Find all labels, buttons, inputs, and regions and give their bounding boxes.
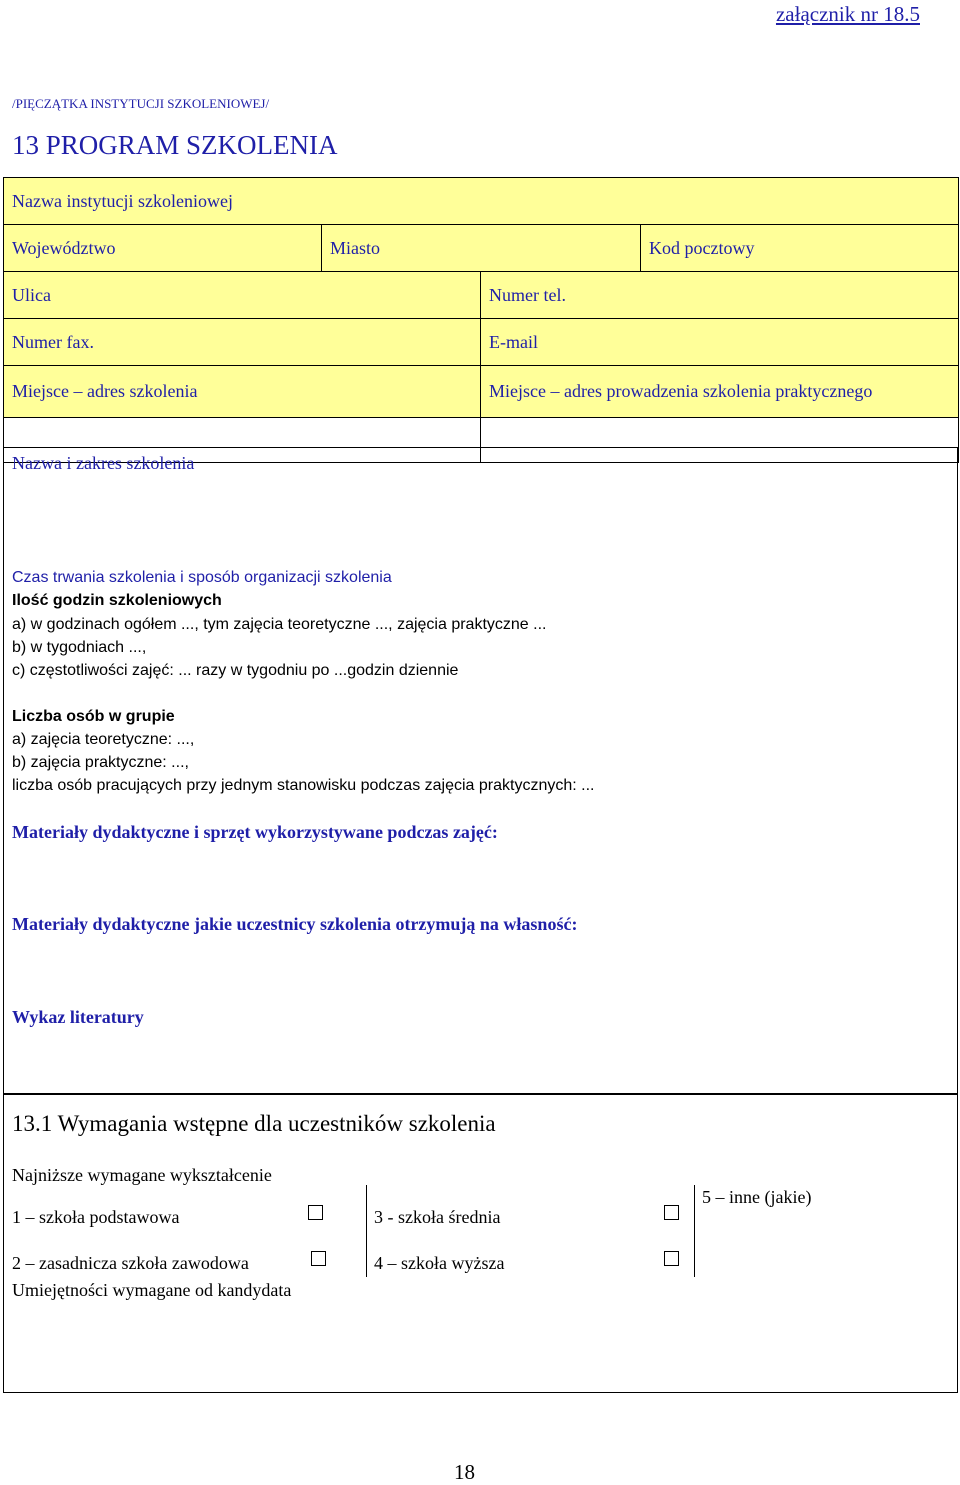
column-divider: [366, 1185, 367, 1277]
option-higher-label: 4 – szkoła wyższa: [374, 1253, 505, 1273]
option-primary-checkbox[interactable]: [308, 1205, 323, 1220]
requirements-box: [3, 1093, 958, 1393]
option-primary-label: 1 – szkoła podstawowa: [12, 1207, 180, 1227]
fax-field[interactable]: Numer fax.: [4, 319, 481, 366]
practical-place-field[interactable]: Miejsce – adres prowadzenia szkolenia praktycznego: [481, 366, 959, 418]
option-other-label: 5 – inne (jakie): [702, 1187, 812, 1207]
city-field[interactable]: Miasto: [322, 225, 641, 272]
group-size-heading: Liczba osób w grupie: [12, 708, 175, 725]
email-field[interactable]: E-mail: [481, 319, 959, 366]
postal-code-field[interactable]: Kod pocztowy: [641, 225, 959, 272]
institution-name-field[interactable]: Nazwa instytucji szkoleniowej: [4, 178, 959, 225]
frequency-line[interactable]: c) częstotliwości zajęć: ... razy w tygodniu po ...godzin dziennie: [12, 662, 459, 679]
literature-heading: Wykaz literatury: [12, 1007, 144, 1027]
duration-heading: Czas trwania szkolenia i sposób organizacji szkolenia: [12, 569, 392, 586]
workstation-line[interactable]: liczba osób pracujących przy jednym stanowisku podczas zajęcia praktycznych: ...: [12, 777, 595, 794]
page-number: 18: [454, 1460, 475, 1484]
hours-total-line[interactable]: a) w godzinach ogółem ..., tym zajęcia teoretyczne ..., zajęcia praktyczne ...: [12, 616, 547, 633]
annex-label: załącznik nr 18.5: [775, 2, 920, 26]
requirements-heading: 13.1 Wymagania wstępne dla uczestników szkolenia: [12, 1111, 496, 1136]
option-vocational-checkbox[interactable]: [311, 1251, 326, 1266]
phone-field[interactable]: Numer tel.: [481, 272, 959, 319]
hours-heading: Ilość godzin szkoleniowych: [12, 592, 222, 609]
materials-heading: Materiały dydaktyczne i sprzęt wykorzystywane podczas zajęć:: [12, 822, 498, 842]
education-label: Najniższe wymagane wykształcenie: [12, 1165, 272, 1185]
option-higher-checkbox[interactable]: [664, 1251, 679, 1266]
weeks-line[interactable]: b) w tygodniach ...,: [12, 639, 147, 656]
column-divider: [694, 1185, 695, 1277]
option-vocational-label: 2 – zasadnicza szkoła zawodowa: [12, 1253, 249, 1273]
voivodeship-field[interactable]: Województwo: [4, 225, 322, 272]
header-fields-table: [3, 177, 959, 463]
institution-stamp-label: /PIĘCZĄTKA INSTYTUCJI SZKOLENIOWEJ/: [12, 96, 270, 111]
page-title: 13 PROGRAM SZKOLENIA: [12, 130, 338, 160]
training-place-field[interactable]: Miejsce – adres szkolenia: [4, 366, 481, 418]
materials-own-heading: Materiały dydaktyczne jakie uczestnicy szkolenia otrzymują na własność:: [12, 914, 578, 934]
street-field[interactable]: Ulica: [4, 272, 481, 319]
group-practice-line[interactable]: b) zajęcia praktyczne: ...,: [12, 754, 189, 771]
name-scope-label: Nazwa i zakres szkolenia: [12, 453, 195, 473]
option-secondary-label: 3 - szkoła średnia: [374, 1207, 501, 1227]
option-secondary-checkbox[interactable]: [664, 1205, 679, 1220]
skills-label: Umiejętności wymagane od kandydata: [12, 1280, 292, 1300]
group-theory-line[interactable]: a) zajęcia teoretyczne: ...,: [12, 731, 195, 748]
